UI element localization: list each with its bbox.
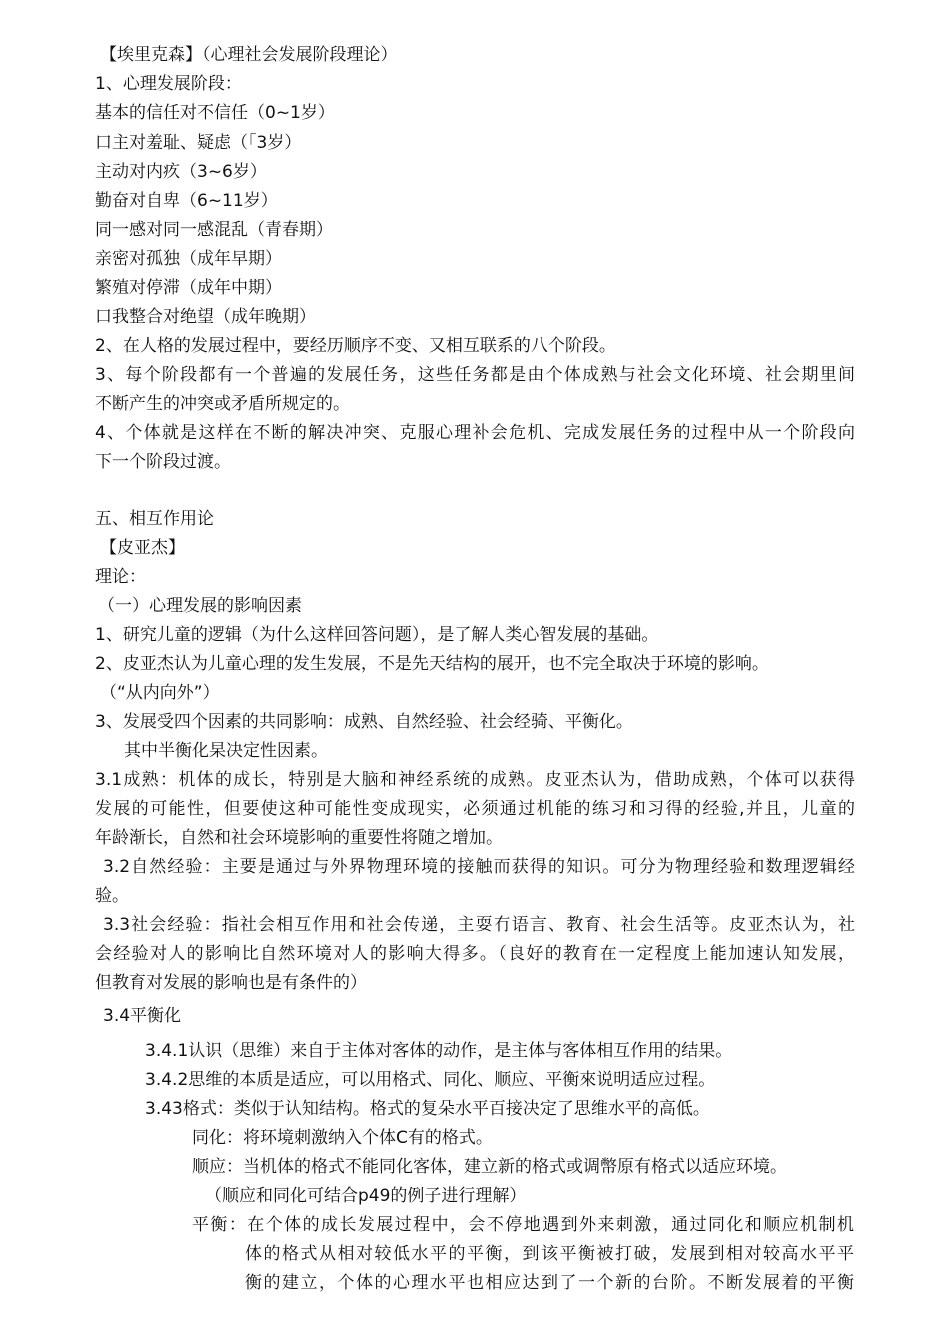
- erikson-item-3-line-1: 3、每个阶段都有一个普遍的发展任务，这些任务都是由个体成熟与社会文化环境、社会期里间: [95, 365, 855, 385]
- piaget-point-2: 2、皮亚杰认为儿童心理的发生发展，不是先天结构的展开，也不完全取决于环境的影响。: [95, 654, 769, 674]
- accommodation-note: （顺应和同化可结合p49的例子进行理解）: [205, 1186, 527, 1206]
- erikson-heading: 【埃里克森】（心理社会发展阶段理论）: [100, 45, 398, 65]
- natural-experience-line-2: 验。: [95, 886, 129, 906]
- maturation-line-2: 发展的可能性，但要使这种可能性变成现实，必须通过机能的练习和习得的经验,并且，儿童的: [95, 799, 855, 819]
- natural-experience-line-1: 3.2自然经验：主要是通过与外界物理环境的接触而获得的知识。可分为物理经验和数理逻辑经: [103, 857, 855, 877]
- erikson-item-1: 1、心理发展阶段：: [95, 74, 242, 94]
- equilibration-point-2: 3.4.2思维的本质是适应，可以用格式、同化、顺应、平衡來说明适应过程。: [145, 1070, 716, 1090]
- section-5-title: 五、相互作用论: [95, 509, 214, 529]
- erikson-item-4-line-1: 4、个体就是这样在不断的解决冲突、克服心理补会危机、完成发展任务的过程中从一个阶段向: [95, 423, 855, 443]
- social-experience-line-2: 会经验对人的影响比自然环境对人的影响大得多。（良好的教育在一定程度上能加速认知发展，: [95, 944, 855, 964]
- equilibration-heading: 3.4平衡化: [103, 1006, 182, 1026]
- piaget-point-3: 3、发展受四个因素的共同影响：成熟、自然经验、社会经骑、平衡化。: [95, 712, 633, 732]
- equilibration-point-3: 3.43格式：类似于认知结构。格式的复朵水平百接决定了思维水平的高低。: [145, 1099, 710, 1119]
- erikson-item-2: 2、在人格的发展过程中，要经历顺序不变、又相互联系的八个阶段。: [95, 336, 616, 356]
- social-experience-line-1: 3.3社会经验：指社会相互作用和社会传递，主耍冇语言、教育、社会生活等。皮亚杰认为，社: [103, 915, 855, 935]
- theory-label: 理论：: [95, 567, 146, 587]
- equilibrium-line-2: 体的格式从相对较低水平的平衡，到该平衡被打破，发展到相对较高水平平: [245, 1244, 854, 1264]
- maturation-line-3: 年龄渐长，自然和社会环境影响的重要性将随之增加。: [95, 828, 503, 848]
- erikson-item-3-line-2: 不断产生的冲突或矛盾所规定的。: [95, 394, 350, 414]
- stage-item: 口主对羞耻、疑虑（「3岁）: [95, 133, 302, 153]
- stage-item: 同一感对同一感混乱（青春期）: [95, 220, 333, 240]
- maturation-line-1: 3.1成熟：机体的成长，特别是大脑和神经系统的成熟。皮亚杰认为，借助成熟，个体可以获得: [95, 770, 855, 790]
- subsection-heading: （一）心理发展的影响因素: [98, 596, 302, 616]
- stage-item: 口我整合对绝望（成年晚期）: [95, 307, 316, 327]
- stage-item: 勤奋对自卑（6~11岁）: [95, 191, 278, 211]
- social-experience-line-3: 但教育对发展的影响也是有条件的）: [95, 973, 367, 993]
- accommodation-definition: 顺应：当机体的格式不能同化客体，建立新的格式或调幣原有格式以适应环境。: [192, 1157, 787, 1177]
- stage-item: 基本的信任对不信任（0~1岁）: [95, 103, 335, 123]
- stage-item: 主动对内疚（3~6岁）: [95, 162, 267, 182]
- equilibration-point-1: 3.4.1认识（思维）来自于主体对客体的动作，是主体与客体相互作用的结果。: [145, 1041, 733, 1061]
- equilibrium-line-1: 平衡：在个体的成长发展过程中，会不停地遇到外来刺激，通过同化和顺应机制机: [192, 1215, 854, 1235]
- piaget-point-3-note: 其中半衡化杲决定性因素。: [124, 741, 328, 761]
- piaget-heading: 【皮亚杰】: [100, 538, 185, 558]
- assimilation-definition: 同化：将环境刺激纳入个体C有的格式。: [192, 1128, 493, 1148]
- stage-item: 亲密对孤独（成年早期）: [95, 249, 282, 269]
- equilibrium-line-3: 衡的建立，个体的心理水平也相应达到了一个新的台阶。不断发展着的平衡: [245, 1273, 854, 1293]
- stage-item: 繁殖对停滞（成年中期）: [95, 278, 282, 298]
- erikson-item-4-line-2: 下一个阶段过渡。: [95, 452, 231, 472]
- piaget-point-1: 1、研究儿童的逻辑（为什么这样回答问题），是了解人类心智发展的基础。: [95, 625, 659, 645]
- piaget-point-2-note: （“从内向外”）: [100, 683, 220, 703]
